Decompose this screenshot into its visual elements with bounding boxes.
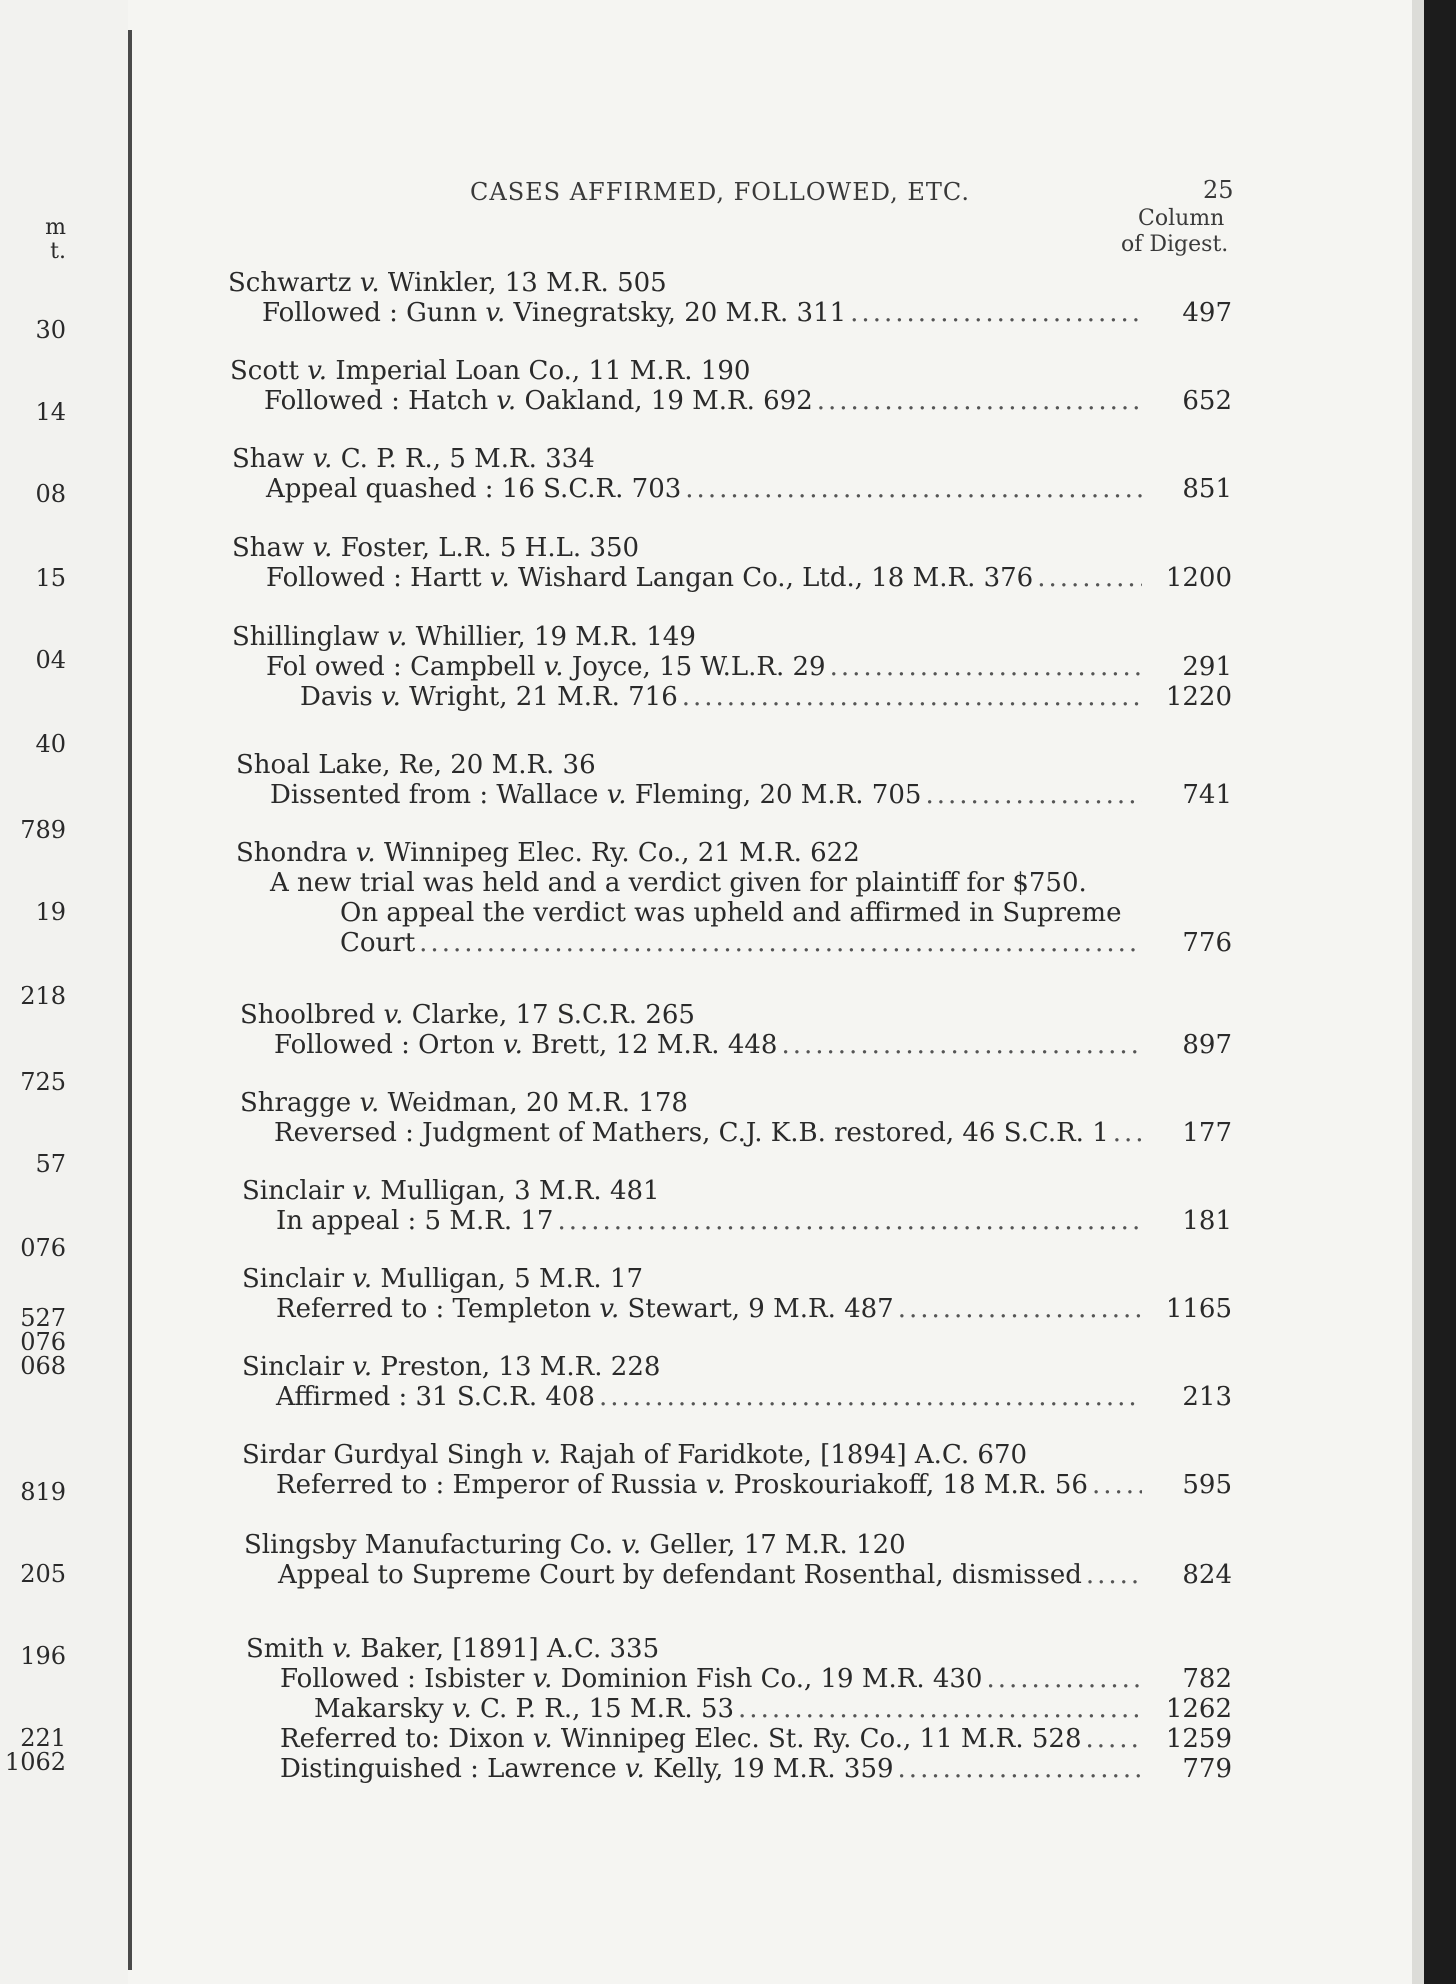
dot-leader	[1086, 1724, 1142, 1754]
case-title: Sinclair v. Mulligan, 5 M.R. 17	[242, 1264, 644, 1294]
digest-column-number: 1259	[1165, 1724, 1232, 1754]
citation-text: Appeal quashed : 16 S.C.R. 703	[266, 474, 682, 504]
facing-page-number: 725	[20, 1068, 66, 1096]
case-title: Sinclair v. Mulligan, 3 M.R. 481	[242, 1176, 660, 1206]
dot-leader	[599, 1382, 1142, 1412]
dot-leader	[898, 1294, 1142, 1324]
column-label-line2: of Digest.	[1121, 232, 1229, 257]
digest-column-number: 779	[1182, 1754, 1232, 1784]
digest-column-number: 897	[1182, 1030, 1232, 1060]
case-title: Sirdar Gurdyal Singh v. Rajah of Faridkote, [1894] A.C. 670	[242, 1440, 1028, 1470]
citation-line	[262, 298, 1142, 328]
case-title: Shoolbred v. Clarke, 17 S.C.R. 265	[240, 1000, 695, 1030]
dot-leader	[419, 928, 1142, 958]
case-title: Scott v. Imperial Loan Co., 11 M.R. 190	[230, 356, 751, 386]
digest-column-number: 1220	[1165, 682, 1232, 712]
citation-text: Distinguished : Lawrence v. Kelly, 19 M.R. 359	[280, 1754, 894, 1784]
citation-line	[270, 780, 1142, 810]
dot-leader	[898, 1754, 1142, 1784]
page-right-edge	[1412, 0, 1424, 1984]
case-title: Slingsby Manufacturing Co. v. Geller, 17 M.R. 120	[244, 1530, 906, 1560]
citation-line	[266, 652, 1142, 682]
dot-leader	[850, 298, 1142, 328]
citation-line	[276, 1206, 1142, 1236]
facing-page-number: 221	[20, 1724, 66, 1752]
citation-text: Followed : Isbister v. Dominion Fish Co., 19 M.R. 430	[280, 1664, 983, 1694]
dot-leader	[557, 1206, 1142, 1236]
scan-border	[1424, 0, 1456, 1984]
citation-text: Referred to: Dixon v. Winnipeg Elec. St. Ry. Co., 11 M.R. 528	[280, 1724, 1082, 1754]
case-title: Schwartz v. Winkler, 13 M.R. 505	[228, 268, 667, 298]
digest-column-number: 1200	[1165, 563, 1232, 593]
case-title: Shoal Lake, Re, 20 M.R. 36	[236, 750, 596, 780]
facing-page-number: 40	[35, 730, 66, 758]
citation-line	[278, 1560, 1142, 1590]
facing-page-number: 789	[20, 816, 66, 844]
facing-page-number: m	[45, 215, 66, 240]
facing-page-number: 076	[20, 1234, 66, 1262]
facing-page-number: t.	[50, 239, 66, 264]
citation-text: Followed : Hatch v. Oakland, 19 M.R. 692	[264, 386, 813, 416]
citation-text: Fol owed : Campbell v. Joyce, 15 W.L.R. 29	[266, 652, 826, 682]
citation-text: Makarsky v. C. P. R., 15 M.R. 53	[314, 1694, 735, 1724]
citation-line	[276, 1294, 1142, 1324]
citation-line: A new trial was held and a verdict given for plaintiff for $750.	[270, 868, 1087, 898]
dot-leader	[830, 652, 1142, 682]
facing-page-number: 527	[20, 1304, 66, 1332]
facing-page-number: 218	[20, 982, 66, 1010]
dot-leader	[925, 780, 1142, 810]
facing-page-number: 076	[20, 1328, 66, 1356]
dot-leader	[682, 682, 1142, 712]
dot-leader	[685, 474, 1142, 504]
citation-line	[274, 1030, 1142, 1060]
citation-text: Referred to : Emperor of Russia v. Proskouriakoff, 18 M.R. 56	[276, 1470, 1088, 1500]
digest-column-number: 782	[1182, 1664, 1232, 1694]
citation-text: Appeal to Supreme Court by defendant Rosenthal, dismissed	[278, 1560, 1082, 1590]
case-title: Shillinglaw v. Whillier, 19 M.R. 149	[232, 622, 696, 652]
column-label-line1: Column	[1138, 206, 1225, 231]
dot-leader	[738, 1694, 1142, 1724]
citation-line	[340, 928, 1142, 958]
citation-text: In appeal : 5 M.R. 17	[276, 1206, 554, 1236]
citation-text: Followed : Hartt v. Wishard Langan Co., Ltd., 18 M.R. 376	[266, 563, 1034, 593]
digest-column-number: 595	[1182, 1470, 1232, 1500]
case-title: Smith v. Baker, [1891] A.C. 335	[246, 1634, 660, 1664]
citation-line	[300, 682, 1142, 712]
citation-line	[280, 1724, 1142, 1754]
citation-text: Court	[340, 928, 416, 958]
digest-column-number: 291	[1182, 652, 1232, 682]
citation-text: Referred to : Templeton v. Stewart, 9 M.R. 487	[276, 1294, 894, 1324]
digest-column-number: 497	[1182, 298, 1232, 328]
dot-leader	[986, 1664, 1142, 1694]
page-number: 25	[1203, 176, 1234, 204]
facing-page-number: 19	[35, 898, 66, 926]
dot-leader	[817, 386, 1142, 416]
digest-column-number: 1262	[1165, 1694, 1232, 1724]
facing-page-number: 819	[20, 1478, 66, 1506]
citation-line	[276, 1382, 1142, 1412]
digest-column-number: 851	[1182, 474, 1232, 504]
digest-column-number: 776	[1182, 928, 1232, 958]
citation-line: On appeal the verdict was upheld and affirmed in Supreme	[340, 898, 1122, 928]
facing-page-number: 14	[35, 398, 66, 426]
case-title: Shragge v. Weidman, 20 M.R. 178	[240, 1088, 688, 1118]
digest-column-number: 181	[1182, 1206, 1232, 1236]
citation-text: Followed : Gunn v. Vinegratsky, 20 M.R. 311	[262, 298, 847, 328]
facing-page-number: 1062	[4, 1748, 66, 1776]
dot-leader	[1092, 1470, 1142, 1500]
case-title: Sinclair v. Preston, 13 M.R. 228	[242, 1352, 661, 1382]
citation-line	[266, 563, 1142, 593]
digest-column-number: 177	[1182, 1118, 1232, 1148]
citation-line	[280, 1754, 1142, 1784]
citation-text: Davis v. Wright, 21 M.R. 716	[300, 682, 678, 712]
facing-page-number: 068	[20, 1352, 66, 1380]
dot-leader	[1037, 563, 1142, 593]
citation-line	[276, 1470, 1142, 1500]
case-title: Shaw v. C. P. R., 5 M.R. 334	[232, 444, 595, 474]
citation-text: Reversed : Judgment of Mathers, C.J. K.B. restored, 46 S.C.R. 1	[274, 1118, 1109, 1148]
dot-leader	[1086, 1560, 1142, 1590]
facing-page-number: 15	[35, 564, 66, 592]
citation-line	[266, 474, 1142, 504]
binding-gutter-line	[128, 30, 132, 1970]
facing-page-number: 30	[35, 316, 66, 344]
citation-text: Affirmed : 31 S.C.R. 408	[276, 1382, 595, 1412]
digest-column-number: 741	[1182, 780, 1232, 810]
digest-column-number: 213	[1182, 1382, 1232, 1412]
dot-leader	[781, 1030, 1142, 1060]
citation-line	[264, 386, 1142, 416]
case-title: Shondra v. Winnipeg Elec. Ry. Co., 21 M.R. 622	[236, 838, 860, 868]
facing-page-number: 196	[20, 1642, 66, 1670]
facing-page-number: 205	[20, 1560, 66, 1588]
dot-leader	[1113, 1118, 1142, 1148]
facing-page-number: 04	[35, 646, 66, 674]
citation-text: Dissented from : Wallace v. Fleming, 20 M.R. 705	[270, 780, 922, 810]
citation-line	[274, 1118, 1142, 1148]
digest-column-number: 824	[1182, 1560, 1232, 1590]
running-head: CASES AFFIRMED, FOLLOWED, ETC.	[470, 178, 971, 206]
facing-page-number: 57	[35, 1150, 66, 1178]
digest-column-number: 1165	[1165, 1294, 1232, 1324]
citation-line	[280, 1664, 1142, 1694]
citation-text: Followed : Orton v. Brett, 12 M.R. 448	[274, 1030, 778, 1060]
facing-page-number: 08	[35, 480, 66, 508]
citation-line	[314, 1694, 1142, 1724]
digest-column-number: 652	[1182, 386, 1232, 416]
case-title: Shaw v. Foster, L.R. 5 H.L. 350	[232, 533, 640, 563]
